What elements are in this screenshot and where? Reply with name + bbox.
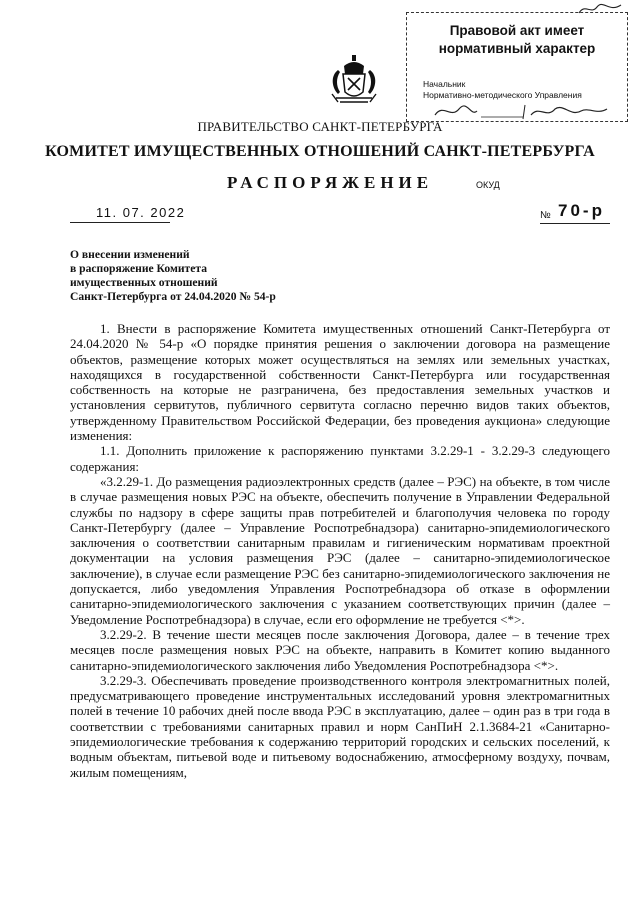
body-paragraph-4: 3.2.29-2. В течение шести месяцев после заключения Договора, далее – в течение трех месяцев после размещения новых РЭС на объекте, направить в Комитет копию выданного санитарно-эпидемиологического заключения либо Уведомления Роспотребнадзора <*>. xyxy=(70,626,610,673)
stamp-title-line1: Правовой акт имеет xyxy=(449,23,585,38)
subject-line1: О внесении изменений xyxy=(70,248,190,261)
stamp-corner-signature xyxy=(577,1,623,17)
document-subject xyxy=(70,248,276,304)
subject-line2: в распоряжение Комитета xyxy=(70,262,208,275)
number-underline xyxy=(540,223,610,224)
body-paragraph-1: 1. Внести в распоряжение Комитета имущественных отношений Санкт-Петербурга от 24.04.2020 № 54-р «О порядке принятия решения о заключении договора на размещение объектов, размещение которых может осуществляться на землях или земельных участках, находящихся в государственной собственности Санкт-Петербурга или государственная собственность на которые не разграничена, без предоставления земельных участков и установления сервитутов, публичного сервитута согласно перечню видов таких объектов, утвержденному Правительством Российской Федерации, без проведения аукциона» следующие изменения: xyxy=(70,321,610,444)
legal-act-stamp xyxy=(406,12,628,122)
stamp-title-line2: нормативный характер xyxy=(438,41,596,56)
document-date: 11. 07. 2022 xyxy=(96,205,186,220)
date-underline xyxy=(70,222,170,223)
stamp-role-line1: Начальник xyxy=(423,79,466,89)
saint-petersburg-coat-of-arms-icon xyxy=(326,52,382,108)
subject-line4: Санкт-Петербурга от 24.04.2020 № 54-р xyxy=(70,290,276,303)
committee-title: КОМИТЕТ ИМУЩЕСТВЕННЫХ ОТНОШЕНИЙ САНКТ-ПЕТЕРБУРГА xyxy=(45,143,595,160)
document-number: 70-р xyxy=(558,201,605,220)
stamp-role xyxy=(423,79,582,101)
document-type: РАСПОРЯЖЕНИЕ xyxy=(227,173,434,192)
body-paragraph-2: 1.1. Дополнить приложение к распоряжению пунктами 3.2.29-1 - 3.2.29-3 следующего содержания: xyxy=(70,443,610,474)
okud-label: ОКУД xyxy=(476,180,500,190)
stamp-title xyxy=(407,22,627,58)
government-header: ПРАВИТЕЛЬСТВО САНКТ-ПЕТЕРБУРГА xyxy=(197,119,443,134)
document-body xyxy=(70,321,610,780)
body-paragraph-3: «3.2.29-1. До размещения радиоэлектронных средств (далее – РЭС) на объекте, в том числе в случае размещения новых РЭС на объекте, обеспечить получение в Управлении Федеральной службы по надзору в сфере защиты прав потребителей и благополучия человека по городу Санкт-Петербургу (далее – Управление Роспотребнадзора) санитарно-эпидемиологического заключения о соответствии санитарным правилам и гигиеническим нормативам проектной документации на условия размещения РЭС (далее – санитарно-эпидемиологическое заключение), в случае если размещение РЭС без санитарно-эпидемиологического заключения не допускается, либо уведомления Управления Роспотребнадзора об отказе в оформлении санитарно-эпидемиологического заключения с указанием соответствующих причин (далее – Уведомление Роспотребнадзора) в случае, если его оформление не требуется <*>. xyxy=(70,473,610,627)
number-sign: № xyxy=(540,210,551,221)
subject-line3: имущественных отношений xyxy=(70,276,218,289)
body-paragraph-5: 3.2.29-3. Обеспечивать проведение производственного контроля электромагнитных полей, предусматривающего проведение инструментальных исследований уровня электромагнитных полей в течение 10 рабочих дней после ввода РЭС в эксплуатацию, далее – один раз в три года в соответствии с требованиями санитарных правил и норм СанПиН 2.1.3684-21 «Санитарно-эпидемиологические требования к содержанию территорий городских и сельских поселений, к водным объектам, питьевой воде и питьевому водоснабжению, атмосферному воздуху, почвам, жилым помещениям, xyxy=(70,672,610,780)
stamp-role-line2: Нормативно-методического Управления xyxy=(423,90,582,100)
stamp-signature xyxy=(431,101,621,121)
